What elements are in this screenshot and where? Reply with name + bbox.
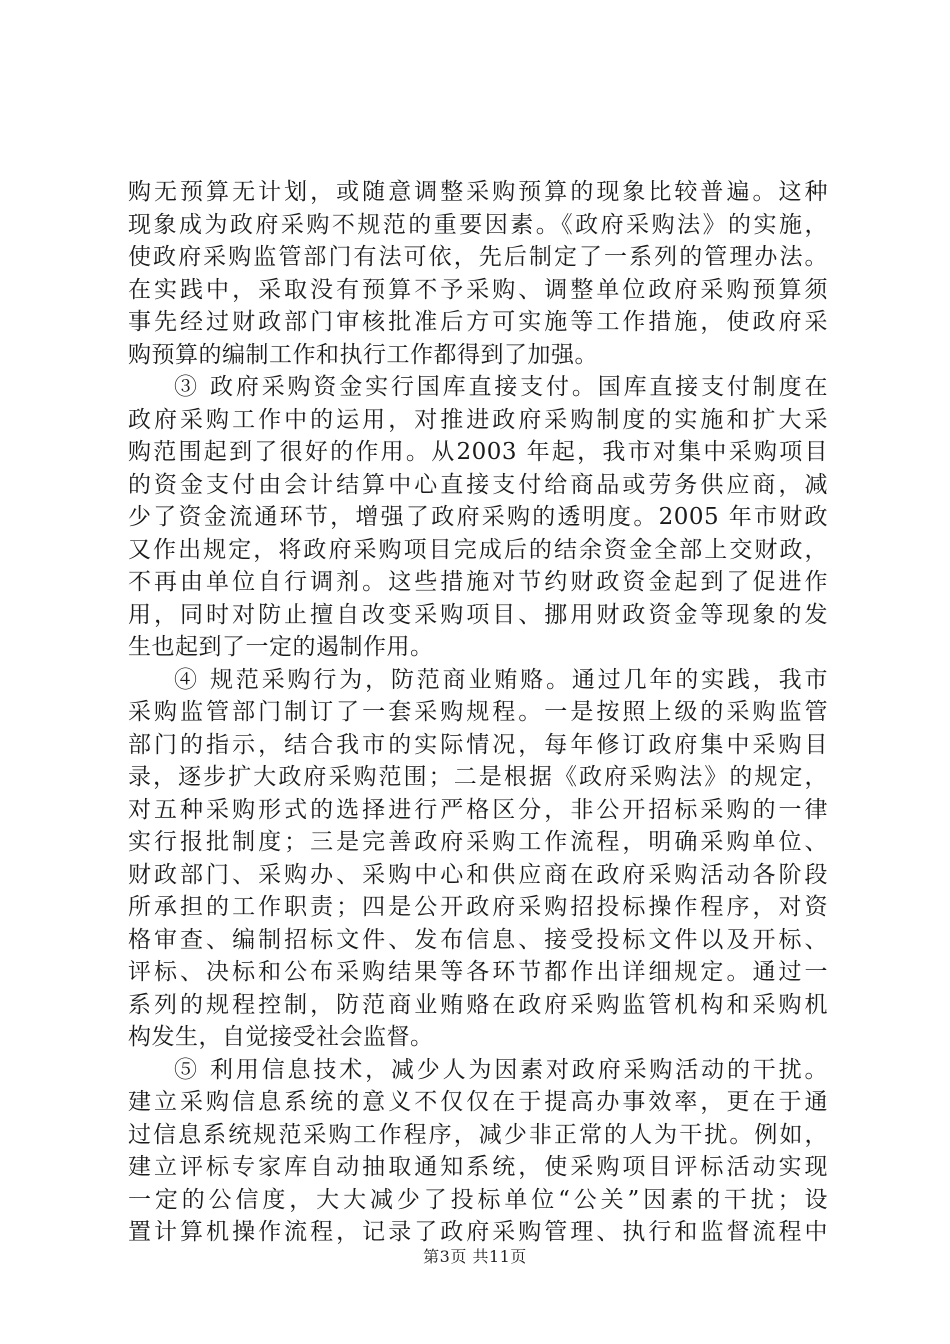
text-line: 又作出规定，将政府采购项目完成后的结余资金全部上交财政， bbox=[128, 536, 828, 563]
text-line: 政府采购工作中的运用，对推进政府采购制度的实施和扩大采 bbox=[128, 406, 828, 433]
text-line: 对五种采购形式的选择进行严格区分，非公开招标采购的一律 bbox=[128, 796, 828, 823]
text-line: 事先经过财政部门审核批准后方可实施等工作措施，使政府采 bbox=[128, 309, 828, 335]
text-line: 格审查、编制招标文件、发布信息、接受投标文件以及开标、 bbox=[128, 926, 828, 953]
text-line: 用，同时对防止擅自改变采购项目、挪用财政资金等现象的发 bbox=[128, 601, 828, 628]
text-line: 建立评标专家库自动抽取通知系统，使采购项目评标活动实现 bbox=[128, 1154, 828, 1180]
text-line: 的资金支付由会计结算中心直接支付给商品或劳务供应商，减 bbox=[128, 471, 828, 498]
paragraph-heading-5: ⑤ 利用信息技术，减少人为因素对政府采购活动的干扰。 bbox=[174, 1056, 828, 1083]
text-line: 建立采购信息系统的意义不仅仅在于提高办事效率，更在于通 bbox=[128, 1089, 828, 1115]
text-line: 不再由单位自行调剂。这些措施对节约财政资金起到了促进作 bbox=[128, 569, 828, 595]
text-line: 少了资金流通环节，增强了政府采购的透明度。2005 年市财政 bbox=[128, 504, 828, 530]
body-text bbox=[128, 176, 828, 1249]
paragraph-heading-4: ④ 规范采购行为，防范商业贿赂。通过几年的实践，我市 bbox=[174, 666, 828, 693]
text-line: 部门的指示，结合我市的实际情况，每年修订政府集中采购目 bbox=[128, 731, 828, 758]
text-line: 评标、决标和公布采购结果等各环节都作出详细规定。通过一 bbox=[128, 959, 828, 985]
text-line: 构发生，自觉接受社会监督。 bbox=[128, 1024, 434, 1050]
text-line: 购无预算无计划，或随意调整采购预算的现象比较普遍。这种 bbox=[128, 179, 828, 205]
text-line: 实行报批制度；三是完善政府采购工作流程，明确采购单位、 bbox=[128, 829, 828, 855]
text-line: 所承担的工作职责；四是公开政府采购招投标操作程序，对资 bbox=[128, 894, 828, 920]
text-line: 置计算机操作流程，记录了政府采购管理、执行和监督流程中 bbox=[128, 1219, 828, 1245]
text-line: 采购监管部门制订了一套采购规程。一是按照上级的采购监管 bbox=[128, 699, 828, 725]
text-line: 在实践中，采取没有预算不予采购、调整单位政府采购预算须 bbox=[128, 276, 828, 303]
text-line: 系列的规程控制，防范商业贿赂在政府采购监管机构和采购机 bbox=[128, 991, 828, 1018]
page-number-footer: 第3页 共11页 bbox=[423, 1247, 527, 1266]
text-line: 购预算的编制工作和执行工作都得到了加强。 bbox=[128, 341, 598, 368]
text-line: 使政府采购监管部门有法可依，先后制定了一系列的管理办法。 bbox=[128, 244, 828, 270]
text-line: 生也起到了一定的遏制作用。 bbox=[128, 634, 434, 660]
text-line: 财政部门、采购办、采购中心和供应商在政府采购活动各阶段 bbox=[128, 861, 828, 888]
text-line: 录，逐步扩大政府采购范围；二是根据《政府采购法》的规定， bbox=[128, 764, 828, 790]
paragraph-heading-3: ③ 政府采购资金实行国库直接支付。国库直接支付制度在 bbox=[174, 374, 828, 400]
text-line: 过信息系统规范采购工作程序，减少非正常的人为干扰。例如， bbox=[128, 1121, 828, 1148]
text-line: 一定的公信度，大大减少了投标单位“公关”因素的干扰；设 bbox=[128, 1186, 828, 1213]
text-line: 现象成为政府采购不规范的重要因素。《政府采购法》的实施， bbox=[128, 211, 828, 238]
text-line: 购范围起到了很好的作用。从2003 年起，我市对集中采购项目 bbox=[128, 439, 828, 465]
